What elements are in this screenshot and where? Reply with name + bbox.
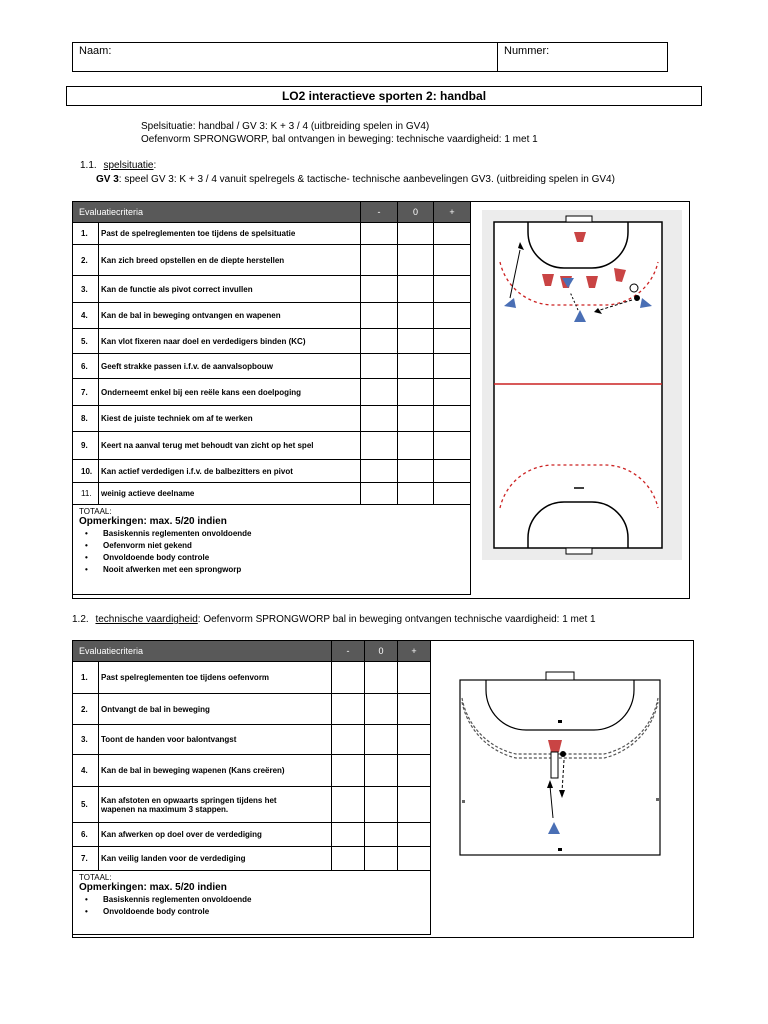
row-text: Toont de handen voor balontvangst xyxy=(99,725,332,755)
score-cell-plus[interactable] xyxy=(398,662,431,694)
number-field[interactable] xyxy=(497,42,668,72)
row-number: 7. xyxy=(73,847,99,871)
score-cell-plus[interactable] xyxy=(434,223,471,245)
total-label: TOTAAL: xyxy=(79,873,112,882)
score-cell-minus[interactable] xyxy=(332,847,365,871)
ball xyxy=(560,751,566,757)
row-number: 2. xyxy=(73,245,99,276)
score-cell-plus[interactable] xyxy=(434,245,471,276)
score-cell-minus[interactable] xyxy=(332,787,365,823)
score-cell-zero[interactable] xyxy=(398,406,434,432)
score-cell-zero[interactable] xyxy=(398,329,434,354)
name-field[interactable] xyxy=(72,42,498,72)
row-number: 7. xyxy=(73,379,99,406)
score-cell-minus[interactable] xyxy=(361,483,398,505)
section1-subtitle xyxy=(96,174,615,185)
table-row xyxy=(73,787,431,823)
section1-number: 1.1. xyxy=(80,160,97,171)
table-row xyxy=(73,276,471,303)
table-footer-row xyxy=(73,505,471,595)
table-row xyxy=(73,303,471,329)
row-number: 5. xyxy=(73,787,99,823)
row-text: Kan de bal in beweging ontvangen en wapenen xyxy=(99,303,361,329)
student-info-box xyxy=(72,42,668,72)
header-zero: 0 xyxy=(365,641,398,662)
remarks-title: Opmerkingen: max. 5/20 indien xyxy=(79,882,227,893)
section1-title: spelsituatie xyxy=(103,160,154,171)
score-cell-zero[interactable] xyxy=(398,223,434,245)
score-cell-minus[interactable] xyxy=(332,694,365,725)
table-row xyxy=(73,662,431,694)
row-text xyxy=(99,787,332,823)
table-row xyxy=(73,432,471,460)
score-cell-plus[interactable] xyxy=(398,787,431,823)
remarks-cell xyxy=(73,505,471,595)
remark-item: • Oefenvorm niet gekend xyxy=(85,540,470,552)
score-cell-minus[interactable] xyxy=(361,406,398,432)
score-cell-zero[interactable] xyxy=(365,725,398,755)
score-cell-zero[interactable] xyxy=(398,303,434,329)
table-row xyxy=(73,329,471,354)
jump-path-box xyxy=(551,752,558,778)
table-row xyxy=(73,406,471,432)
remarks-cell xyxy=(73,871,431,935)
row-text: Kan vlot fixeren naar doel en verdedigers binden (KC) xyxy=(99,329,361,354)
score-cell-minus[interactable] xyxy=(332,662,365,694)
section2-rest: : Oefenvorm SPRONGWORP bal in beweging ontvangen technische vaardigheid: 1 met 1 xyxy=(197,614,596,625)
section1-sub-text: : speel GV 3: K + 3 / 4 vanuit spelregels & tactische- technische aanbevelingen GV3. (uitbreiding spelen in GV4) xyxy=(118,174,615,185)
header-zero: 0 xyxy=(398,202,434,223)
score-cell-zero[interactable] xyxy=(398,483,434,505)
table-row xyxy=(73,694,431,725)
section2-table xyxy=(72,640,431,935)
table-footer-row xyxy=(73,871,431,935)
score-cell-plus[interactable] xyxy=(434,303,471,329)
score-cell-plus[interactable] xyxy=(434,406,471,432)
score-cell-minus[interactable] xyxy=(361,276,398,303)
header-plus: + xyxy=(398,641,431,662)
row-text: Kan zich breed opstellen en de diepte herstellen xyxy=(99,245,361,276)
table-row xyxy=(73,483,471,505)
remark-item: • Basiskennis reglementen onvoldoende xyxy=(85,528,470,540)
section2-title: technische vaardigheid xyxy=(95,614,198,625)
score-cell-zero[interactable] xyxy=(398,276,434,303)
score-cell-minus[interactable] xyxy=(332,823,365,847)
table-row xyxy=(73,847,431,871)
score-cell-minus[interactable] xyxy=(332,755,365,787)
row-text-line-1: Kan afstoten en opwaarts springen tijdens het xyxy=(101,795,277,805)
row-text-line-2: wapenen na maximum 3 stappen. xyxy=(101,804,229,814)
row-number: 6. xyxy=(73,823,99,847)
row-text: Keert na aanval terug met behoudt van zicht op het spel xyxy=(99,432,361,460)
header-minus: - xyxy=(361,202,398,223)
row-text: weinig actieve deelname xyxy=(99,483,361,505)
section1-table xyxy=(72,201,471,595)
remarks-list xyxy=(79,528,470,576)
table-row xyxy=(73,725,431,755)
section1-heading xyxy=(80,160,156,171)
score-cell-minus[interactable] xyxy=(361,354,398,379)
score-cell-zero[interactable] xyxy=(365,847,398,871)
remark-item: • Basiskennis reglementen onvoldoende xyxy=(85,894,430,906)
intro-line-1: Spelsituatie: handbal / GV 3: K + 3 / 4 (uitbreiding spelen in GV4) xyxy=(141,121,430,132)
table-row xyxy=(73,379,471,406)
row-number: 3. xyxy=(73,725,99,755)
row-number: 8. xyxy=(73,406,99,432)
score-cell-zero[interactable] xyxy=(398,460,434,483)
row-number: 2. xyxy=(73,694,99,725)
section1-colon: : xyxy=(153,160,157,171)
row-text: Kan de bal in beweging wapenen (Kans creëren) xyxy=(99,755,332,787)
score-cell-zero[interactable] xyxy=(398,245,434,276)
row-text: Geeft strakke passen i.f.v. de aanvalsopbouw xyxy=(99,354,361,379)
total-label: TOTAAL: xyxy=(79,507,112,516)
table-row xyxy=(73,245,471,276)
remarks-list xyxy=(79,894,430,918)
table-header-row xyxy=(73,202,471,223)
name-label: Naam: xyxy=(79,45,112,57)
row-number: 6. xyxy=(73,354,99,379)
score-cell-minus[interactable] xyxy=(361,303,398,329)
remark-item: • Onvoldoende body controle xyxy=(85,906,430,918)
table-row xyxy=(73,460,471,483)
court-diagram-2 xyxy=(452,668,668,858)
remark-item: • Nooit afwerken met een sprongworp xyxy=(85,564,470,576)
row-text: Kiest de juiste techniek om af te werken xyxy=(99,406,361,432)
table-header-row xyxy=(73,641,431,662)
remark-item: • Onvoldoende body controle xyxy=(85,552,470,564)
row-text: Onderneemt enkel bij een reële kans een doelpoging xyxy=(99,379,361,406)
score-cell-plus[interactable] xyxy=(398,755,431,787)
section2-number: 1.2. xyxy=(72,614,89,625)
row-text: Ontvangt de bal in beweging xyxy=(99,694,332,725)
row-number: 10. xyxy=(73,460,99,483)
row-number: 5. xyxy=(73,329,99,354)
table-row xyxy=(73,354,471,379)
score-cell-zero[interactable] xyxy=(398,432,434,460)
score-cell-zero[interactable] xyxy=(365,755,398,787)
score-cell-zero[interactable] xyxy=(365,694,398,725)
score-cell-minus[interactable] xyxy=(361,432,398,460)
number-label: Nummer: xyxy=(504,45,550,57)
page-title: LO2 interactieve sporten 2: handbal xyxy=(66,86,702,106)
score-cell-minus[interactable] xyxy=(361,245,398,276)
score-cell-zero[interactable] xyxy=(398,354,434,379)
score-cell-plus[interactable] xyxy=(434,483,471,505)
score-cell-plus[interactable] xyxy=(398,694,431,725)
score-cell-zero[interactable] xyxy=(365,662,398,694)
court-diagram-1 xyxy=(482,210,682,560)
table-row xyxy=(73,755,431,787)
score-cell-plus[interactable] xyxy=(398,725,431,755)
score-cell-minus[interactable] xyxy=(361,329,398,354)
section1-sub-bold: GV 3 xyxy=(96,174,119,185)
score-cell-zero[interactable] xyxy=(365,823,398,847)
remarks-title: Opmerkingen: max. 5/20 indien xyxy=(79,516,227,527)
intro-line-2: Oefenvorm SPRONGWORP, bal ontvangen in beweging: technische vaardigheid: 1 met 1 xyxy=(141,134,538,145)
table-row xyxy=(73,223,471,245)
row-text: Kan veilig landen voor de verdediging xyxy=(99,847,332,871)
row-number: 3. xyxy=(73,276,99,303)
row-number: 1. xyxy=(73,662,99,694)
score-cell-plus[interactable] xyxy=(434,354,471,379)
score-cell-minus[interactable] xyxy=(361,379,398,406)
score-cell-plus[interactable] xyxy=(398,847,431,871)
score-cell-plus[interactable] xyxy=(434,432,471,460)
score-cell-plus[interactable] xyxy=(434,276,471,303)
row-text: Past spelreglementen toe tijdens oefenvorm xyxy=(99,662,332,694)
score-cell-plus[interactable] xyxy=(434,329,471,354)
score-cell-minus[interactable] xyxy=(361,223,398,245)
table-row xyxy=(73,823,431,847)
row-number: 4. xyxy=(73,303,99,329)
header-criteria: Evaluatiecriteria xyxy=(73,641,332,662)
score-cell-plus[interactable] xyxy=(398,823,431,847)
score-cell-zero[interactable] xyxy=(365,787,398,823)
header-plus: + xyxy=(434,202,471,223)
row-number: 9. xyxy=(73,432,99,460)
score-cell-plus[interactable] xyxy=(434,379,471,406)
header-minus: - xyxy=(332,641,365,662)
score-cell-zero[interactable] xyxy=(398,379,434,406)
row-text: Past de spelreglementen toe tijdens de spelsituatie xyxy=(99,223,361,245)
row-number: 4. xyxy=(73,755,99,787)
row-number: 1. xyxy=(73,223,99,245)
row-text: Kan afwerken op doel over de verdediging xyxy=(99,823,332,847)
header-criteria: Evaluatiecriteria xyxy=(73,202,361,223)
score-cell-minus[interactable] xyxy=(361,460,398,483)
row-text: Kan de functie als pivot correct invullen xyxy=(99,276,361,303)
score-cell-minus[interactable] xyxy=(332,725,365,755)
row-text: Kan actief verdedigen i.f.v. de balbezitters en pivot xyxy=(99,460,361,483)
section2-heading xyxy=(72,614,596,625)
score-cell-plus[interactable] xyxy=(434,460,471,483)
row-number: 11. xyxy=(73,483,99,505)
